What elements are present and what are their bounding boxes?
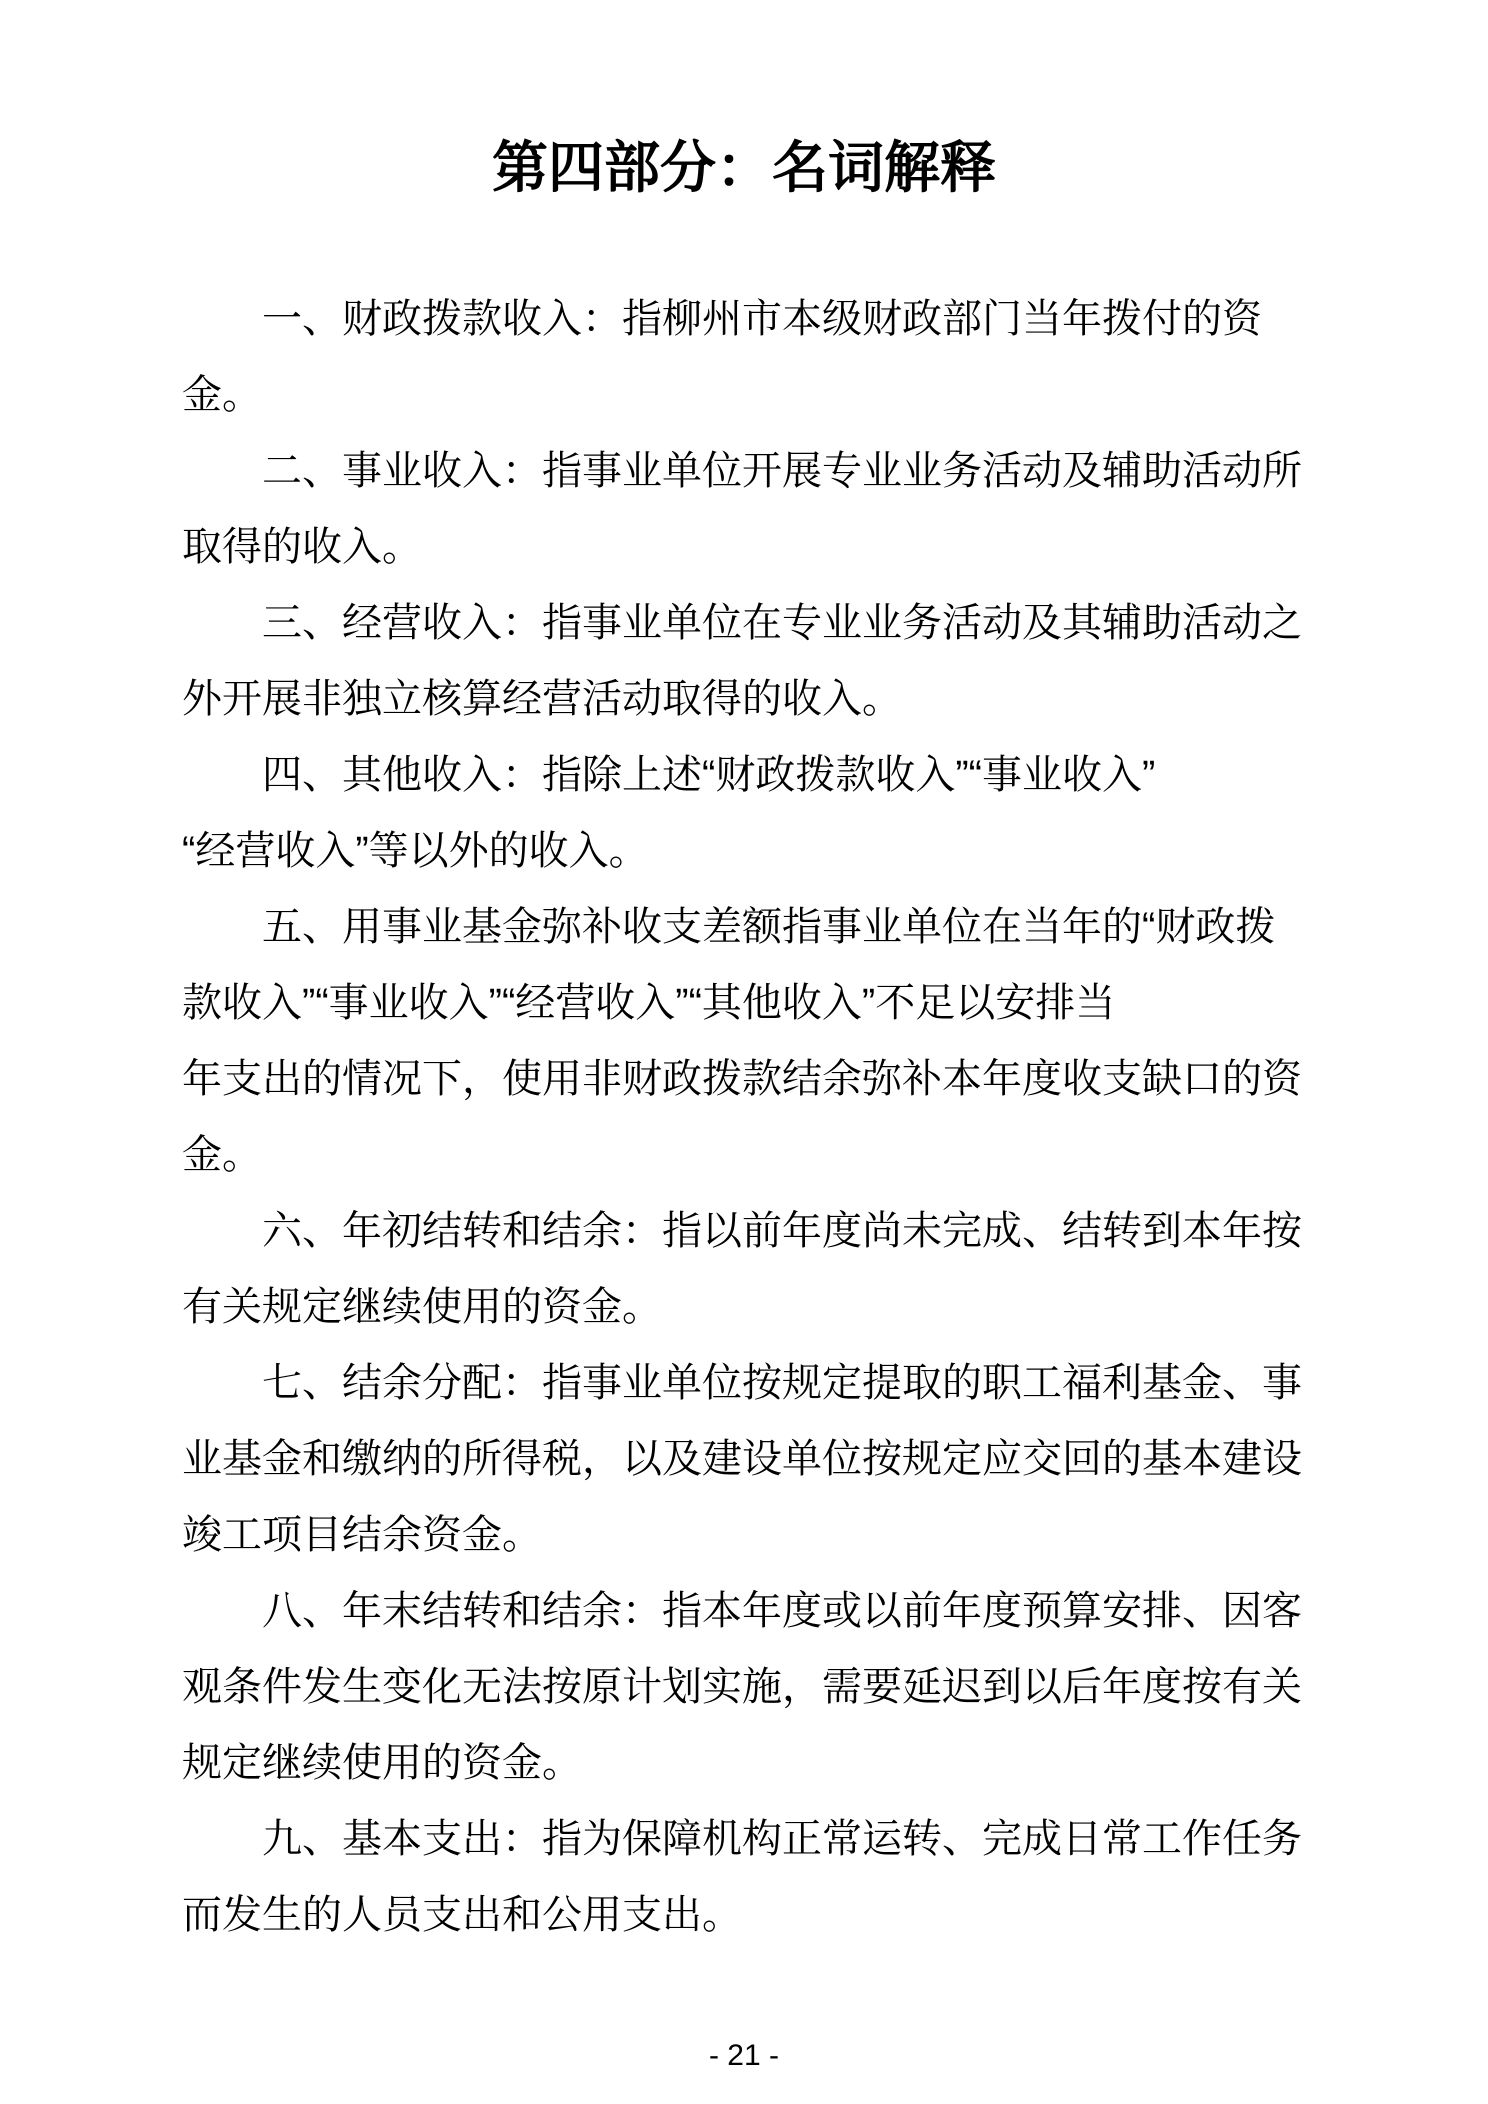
page-number: - 21 - [708, 2039, 780, 2072]
definition-3-line-1: 三、经营收入：指事业单位在专业业务活动及其辅助活动之 [262, 601, 1302, 646]
definition-5-line-4: 金。 [182, 1133, 262, 1178]
definition-2-line-2: 取得的收入。 [182, 525, 422, 570]
definition-8-line-2: 观条件发生变化无法按原计划实施，需要延迟到以后年度按有关 [182, 1665, 1302, 1710]
definition-6-line-1: 六、年初结转和结余：指以前年度尚未完成、结转到本年按 [262, 1209, 1302, 1254]
definition-2-line-1: 二、事业收入：指事业单位开展专业业务活动及辅助活动所 [262, 449, 1302, 494]
definition-6-line-2: 有关规定继续使用的资金。 [182, 1285, 662, 1330]
definition-7-line-1: 七、结余分配：指事业单位按规定提取的职工福利基金、事 [262, 1361, 1302, 1406]
definition-7-line-3: 竣工项目结余资金。 [182, 1513, 542, 1558]
definition-9-line-1: 九、基本支出：指为保障机构正常运转、完成日常工作任务 [262, 1817, 1302, 1862]
definition-8-line-3: 规定继续使用的资金。 [182, 1741, 582, 1786]
definition-3-line-2: 外开展非独立核算经营活动取得的收入。 [182, 677, 902, 722]
definition-1-line-2: 金。 [182, 373, 262, 418]
page-title: 第四部分：名词解释 [492, 136, 996, 199]
definition-4-line-1: 四、其他收入：指除上述“财政拨款收入”“事业收入” [262, 753, 1156, 798]
definition-4-line-2: “经营收入”等以外的收入。 [182, 829, 649, 874]
definition-5-line-1: 五、用事业基金弥补收支差额指事业单位在当年的“财政拨 [262, 905, 1276, 950]
definition-8-line-1: 八、年末结转和结余：指本年度或以前年度预算安排、因客 [262, 1589, 1302, 1634]
definition-5-line-3: 年支出的情况下，使用非财政拨款结余弥补本年度收支缺口的资 [182, 1057, 1302, 1102]
definition-5-line-2: 款收入”“事业收入”“经营收入”“其他收入”不足以安排当 [182, 981, 1116, 1026]
definition-1-line-1: 一、财政拨款收入：指柳州市本级财政部门当年拨付的资 [262, 297, 1262, 342]
definition-7-line-2: 业基金和缴纳的所得税，以及建设单位按规定应交回的基本建设 [182, 1437, 1302, 1482]
definitions-list [182, 281, 1318, 1953]
definition-9-line-2: 而发生的人员支出和公用支出。 [182, 1893, 742, 1938]
